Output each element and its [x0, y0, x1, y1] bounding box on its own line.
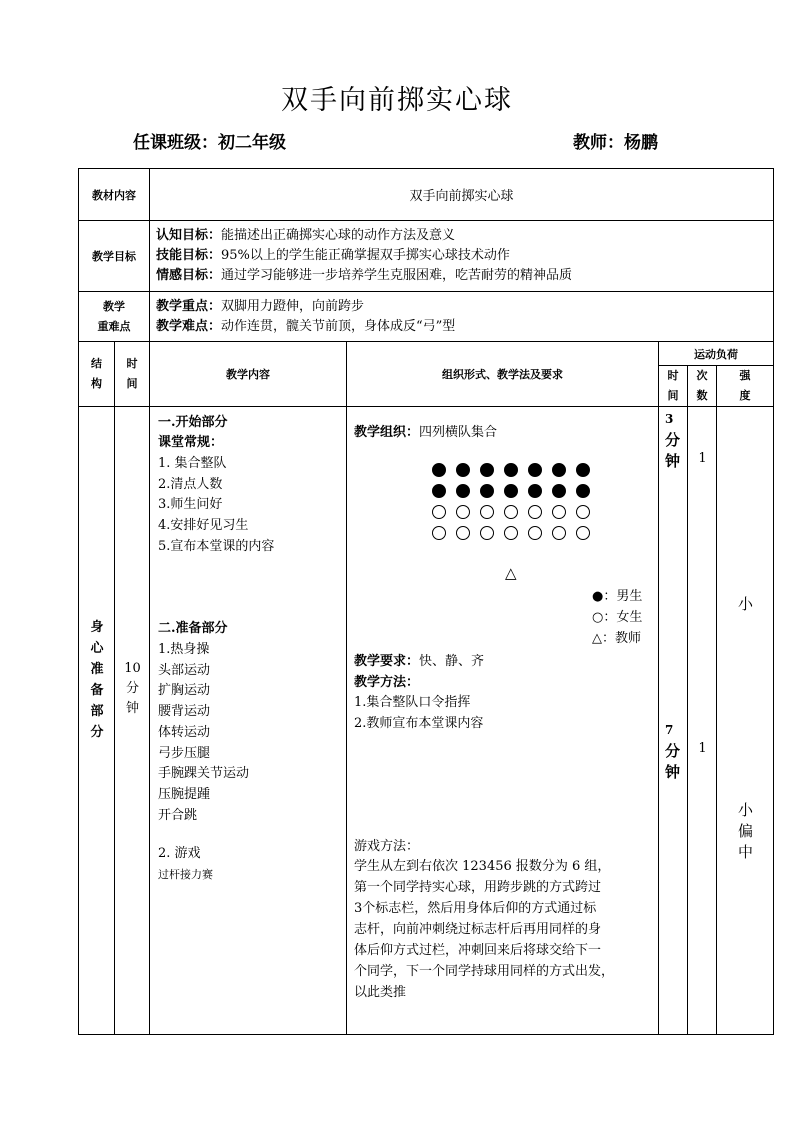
load-count-cell: [688, 407, 717, 1035]
game-method-title: 游戏方法：: [354, 839, 420, 854]
requirement-line: 教学要求：快、静、齐: [354, 654, 485, 669]
material-label: 教材内容: [79, 169, 150, 221]
load-time-2: 7 分 钟: [665, 723, 681, 781]
structure-text: 身 心 准 备 部 分: [90, 620, 104, 740]
female-student-dot: [456, 505, 470, 519]
male-student-dot: [504, 463, 518, 477]
col-structure: 结 构: [79, 342, 115, 407]
legend: [592, 586, 642, 649]
part1-sub: 课堂常规：: [158, 435, 224, 450]
goal-skill: 技能目标：95%以上的学生能正确掌握双手掷实心球技术动作: [156, 248, 510, 263]
formation-row: [432, 505, 600, 519]
teacher-symbol: △: [505, 564, 517, 582]
female-student-dot: [480, 505, 494, 519]
part2-title: 二.准备部分: [158, 621, 228, 636]
material-value: 双手向前掷实心球: [150, 169, 774, 221]
teacher-label: 教师：杨鹏: [573, 133, 658, 153]
goal-emotion: 情感目标：通过学习能够进一步培养学生克服困难，吃苦耐劳的精神品质: [156, 268, 573, 283]
male-student-dot: [432, 484, 446, 498]
col-load-intensity: 强 度: [717, 366, 774, 407]
male-student-dot: [552, 463, 566, 477]
focus-row: [79, 292, 774, 342]
male-student-dot: [528, 484, 542, 498]
method-list: 1.集合整队口令指挥 2.教师宣布本堂课内容: [354, 695, 484, 731]
female-student-dot: [480, 526, 494, 540]
focus-difficulty: 教学难点：动作连贯，髋关节前顶，身体成反“弓”型: [156, 318, 456, 334]
male-student-dot: [480, 484, 494, 498]
focus-label: 教学 重难点: [79, 292, 150, 342]
female-student-dot: [456, 526, 470, 540]
material-row: [79, 169, 774, 221]
load-time-1: 3 分 钟: [665, 412, 681, 470]
load-time-cell: [659, 407, 688, 1035]
goal-cognitive: 认知目标：能描述出正确掷实心球的动作方法及意义: [156, 228, 456, 243]
load-intensity-2: 小 偏 中: [737, 801, 753, 861]
time-cell: [115, 407, 150, 1035]
class-label: 任课班级：初二年级: [133, 133, 286, 153]
col-load: 运动负荷: [659, 342, 774, 366]
load-count-1: 1: [698, 451, 707, 466]
legend-male: ●：男生: [592, 589, 643, 604]
col-load-count: 次 数: [688, 366, 717, 407]
male-student-dot: [456, 463, 470, 477]
game-name: 过杆接力赛: [158, 868, 213, 881]
method-title: 教学方法：: [354, 675, 420, 690]
part2-list: 1.热身操 头部运动 扩胸运动 腰背运动 体转运动 弓步压腿 手腕踝关节运动 压腕提踵 开合跳: [158, 642, 250, 823]
header-row-1: [79, 342, 774, 366]
legend-female: ○：女生: [592, 610, 643, 625]
male-student-dot: [432, 463, 446, 477]
male-student-dot: [504, 484, 518, 498]
col-organization: 组织形式、教学法及要求: [347, 342, 659, 407]
formation-row: [432, 463, 600, 477]
game-method-text: 学生从左到右依次 123456 报数分为 6 组， 第一个同学持实心球，用跨步跳的方式跨过 3个标志栏，然后用身体后仰的方式通过标 志杆，向前冲刺绕过标志杆后再用同样的身 体后仰方式过栏，冲刺回来后将球交给下一 个同学，下一个同学持球用同样的方式出发， 以此类推: [354, 859, 615, 1000]
male-student-dot: [456, 484, 470, 498]
part1-list: 1. 集合整队 2.清点人数 3.师生问好 4.安排好见习生 5.宣布本堂课的内容: [158, 456, 275, 554]
load-intensity-cell: [717, 407, 774, 1035]
warmup-section-row: [79, 407, 774, 1035]
goals-row: [79, 221, 774, 292]
male-student-dot: [480, 463, 494, 477]
female-student-dot: [432, 526, 446, 540]
female-student-dot: [504, 526, 518, 540]
col-content: 教学内容: [150, 342, 347, 407]
female-student-dot: [528, 526, 542, 540]
female-student-dot: [432, 505, 446, 519]
org-line: 教学组织：四列横队集合: [354, 425, 498, 440]
female-student-dot: [552, 505, 566, 519]
male-student-dot: [528, 463, 542, 477]
male-student-dot: [552, 484, 566, 498]
female-student-dot: [576, 526, 590, 540]
load-intensity-1: 小: [737, 595, 753, 613]
formation-row: [432, 526, 600, 540]
male-student-dot: [576, 484, 590, 498]
female-student-dot: [528, 505, 542, 519]
goals-list: [150, 221, 774, 292]
content-cell: [150, 407, 347, 1035]
focus-key-point: 教学重点：双脚用力蹬伸，向前跨步: [156, 298, 365, 314]
col-load-time: 时 间: [659, 366, 688, 407]
formation-row: [432, 484, 600, 498]
lesson-plan-table: [78, 168, 774, 1035]
organization-cell: [347, 407, 659, 1035]
time-text: 10 分 钟: [124, 661, 141, 716]
female-student-dot: [552, 526, 566, 540]
structure-cell: [79, 407, 115, 1035]
female-student-dot: [504, 505, 518, 519]
female-student-dot: [576, 505, 590, 519]
load-count-2: 1: [698, 741, 707, 756]
focus-list: [150, 292, 774, 342]
male-student-dot: [576, 463, 590, 477]
goals-label: 教学目标: [79, 221, 150, 292]
game-title: 2. 游戏: [158, 846, 201, 861]
col-time: 时 间: [115, 342, 150, 407]
page-title: 双手向前掷实心球: [281, 85, 513, 116]
legend-teacher: △：教师: [592, 631, 642, 646]
part1-title: 一.开始部分: [158, 415, 228, 430]
